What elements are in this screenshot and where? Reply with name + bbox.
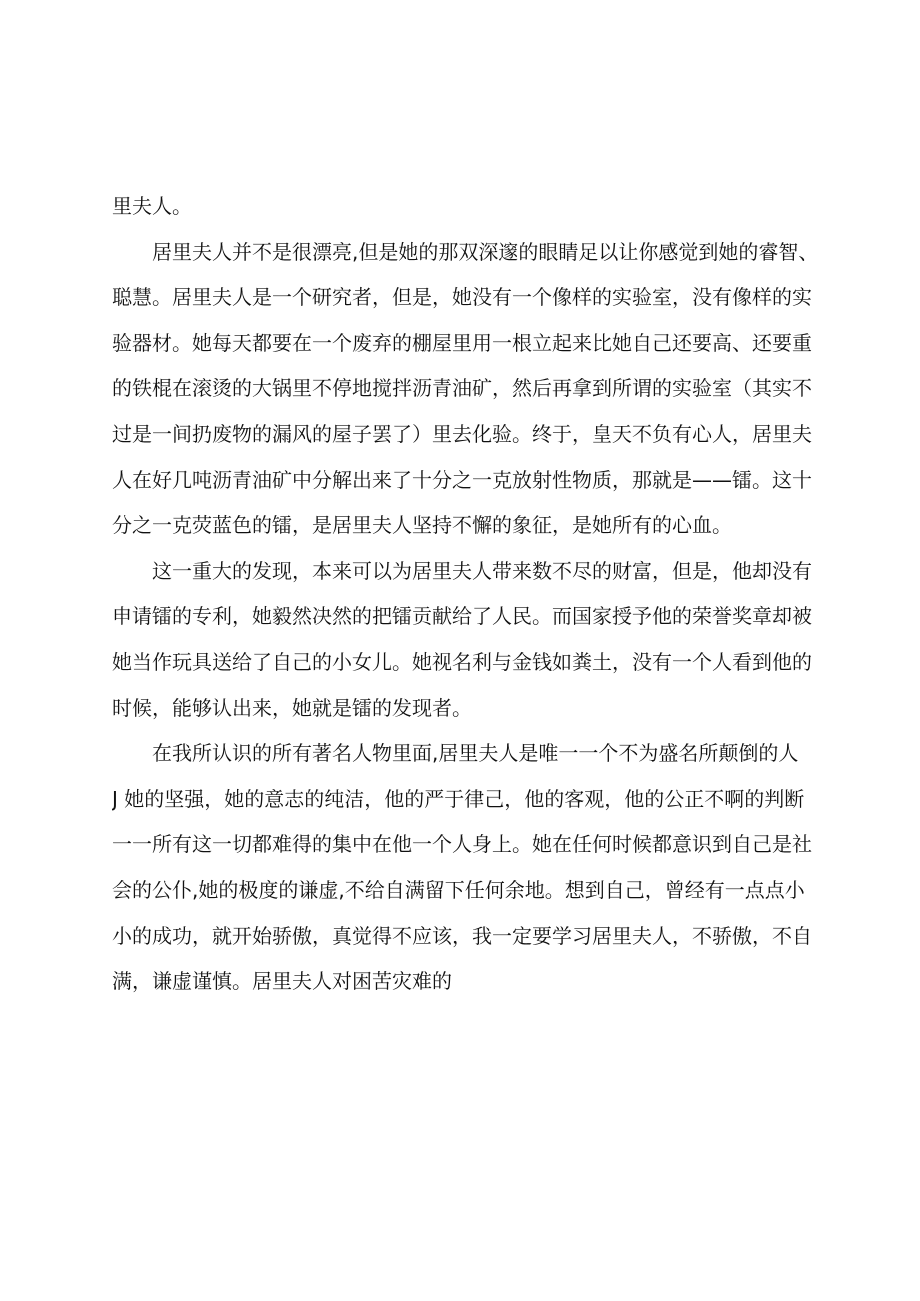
body-text	[112, 184, 818, 1005]
text-line: 过是一间扔废物的漏风的屋子罢了）里去化验。终于，皇天不负有心人，居里夫	[112, 421, 812, 446]
text-line: 她当作玩具送给了自己的小女儿。她视名利与金钱如粪土，没有一个人看到他的	[112, 649, 812, 674]
text-line: 满，谦虚谨慎。居里夫人对困苦灾难的	[112, 969, 452, 994]
paragraph-first-line: 在我所认识的所有著名人物里面,居里夫人是唯一一个不为盛名所颠倒的人	[152, 741, 799, 766]
text-line: 申请镭的专利，她毅然决然的把镭贡献给了人民。而国家授予他的荣誉奖章却被	[112, 604, 812, 629]
text-line: 人在好几吨沥青油矿中分解出来了十分之一克放射性物质，那就是——镭。这十	[112, 467, 812, 492]
text-line: 一一所有这一切都难得的集中在他一个人身上。她在任何时候都意识到自己是社	[112, 832, 812, 857]
text-line: J 她的坚强，她的意志的纯洁，他的严于律己，他的客观，他的公正不啊的判断	[112, 786, 805, 811]
text-line: 会的公仆,她的极度的谦虚,不给自满留下任何余地。想到自己，曾经有一点点小	[112, 877, 805, 902]
text-line: 小的成功，就开始骄傲，真觉得不应该，我一定要学习居里夫人，不骄傲，不自	[112, 923, 812, 948]
text-line: 聪慧。居里夫人是一个研究者，但是，她没有一个像样的实验室，没有像样的实	[112, 285, 812, 310]
text-line: 的铁棍在滚烫的大锅里不停地搅拌沥青油矿，然后再拿到所谓的实验室（其实不	[112, 376, 812, 401]
paragraph-first-line: 居里夫人并不是很漂亮,但是她的那双深邃的眼睛足以让你感觉到她的睿智、	[152, 239, 818, 264]
paragraph-first-line: 这一重大的发现，本来可以为居里夫人带来数不尽的财富，但是，他却没有	[152, 558, 812, 583]
text-line: 分之一克荧蓝色的镭，是居里夫人坚持不懈的象征，是她所有的心血。	[112, 513, 732, 538]
text-line: 里夫人。	[112, 194, 192, 218]
text-line: 验器材。她每天都要在一个废弃的棚屋里用一根立起来比她自己还要高、还要重	[112, 330, 812, 355]
text-line: 时候，能够认出来，她就是镭的发现者。	[112, 695, 472, 720]
